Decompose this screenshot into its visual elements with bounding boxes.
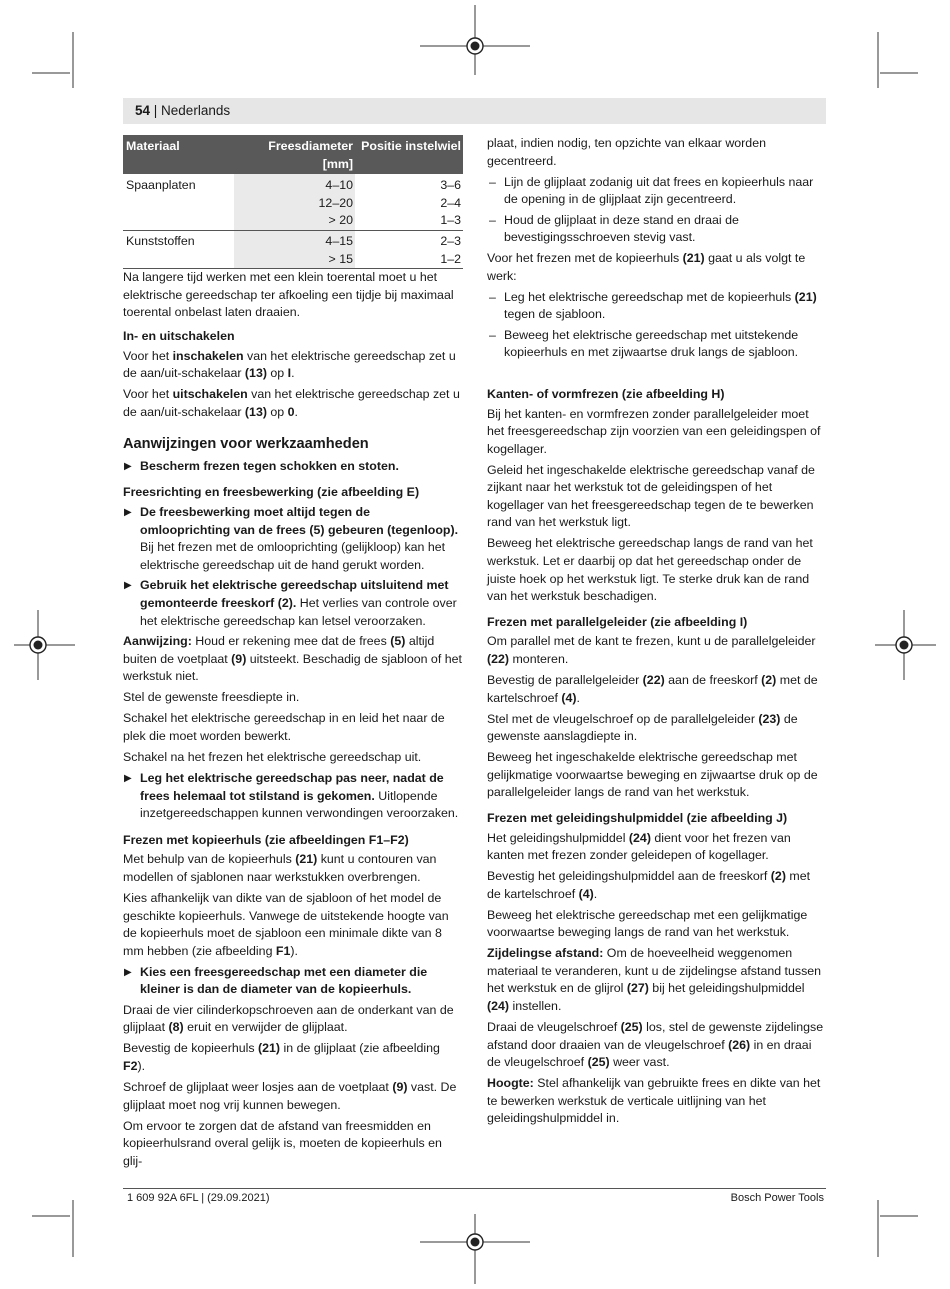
heading-edge-milling: Kanten- of vormfrezen (zie afbeelding H): [487, 386, 725, 401]
paragraph-copy-3: Draai de vier cilinderkopschroeven aan de onderkant van de glijplaat (8) eruit en verwijder de glijplaat.: [123, 1002, 454, 1035]
paragraph-guide: Schakel het elektrische gereedschap in en leid het naar de plek die moet worden bewerkt.: [123, 711, 445, 743]
position-value: 2–4: [440, 195, 461, 210]
right-column: [487, 135, 825, 1131]
heading-guide-aid: Frezen met geleidingshulpmiddel (zie afbeelding J): [487, 810, 788, 825]
paragraph-par-3: Stel met de vleugelschroef op de parallelgeleider (23) de gewenste aanslagdiepte in.: [487, 711, 798, 744]
left-column: [123, 135, 463, 1174]
paragraph-copy-5: Schroef de glijplaat weer losjes aan de voetplaat (9) vast. De glijplaat moet nog vrij kunnen bewegen.: [123, 1080, 457, 1112]
paragraph-edge-2: Geleid het ingeschakelde elektrische gereedschap vanaf de zijkant naar het werkstuk tot de geleidingspen of het kogellager van het freesgereedschap tegen de te bewerken rand van het werkstuk ligt.: [487, 462, 815, 530]
table-row: [123, 230, 463, 268]
registration-target-left: [30, 637, 46, 653]
table-cell-material: Kunststoffen: [123, 230, 234, 268]
table-header-row: [123, 135, 463, 174]
diameter-value: 12–20: [318, 195, 353, 210]
paragraph-aid-1: Het geleidingshulpmiddel (24) dient voor het frezen van kanten met frezen zonder geleidepen of kogellager.: [487, 830, 791, 863]
material-table: [123, 135, 463, 269]
position-value: 2–3: [440, 233, 461, 248]
bullet-protect: ▶ Bescherm frezen tegen schokken en stoten.: [123, 458, 463, 476]
page-header: [123, 98, 826, 124]
registration-target-top: [467, 38, 483, 54]
diameter-value: > 20: [328, 213, 353, 228]
table-cell-material: Spaanplaten: [123, 174, 234, 230]
table-header-cell: Positie instelwiel: [355, 135, 463, 174]
bullet-direction: ▶ De freesbewerking moet altijd tegen de omlooprichting van de frees (5) gebeuren (tegenloop). Bij het frezen met de omlooprichting (gelijkloop) kan het elektrische gereedschap uit de hand gerukt worden.: [124, 505, 459, 572]
paragraph-copy-4: Bevestig de kopieerhuls (21) in de glijplaat (zie afbeelding F2).: [123, 1041, 440, 1074]
registration-target-bottom: [467, 1234, 483, 1250]
position-value: 1–2: [440, 251, 461, 266]
diameter-value: 4–15: [325, 233, 353, 248]
diameter-value: > 15: [328, 251, 353, 266]
bullet-triangle-icon: ▶: [124, 580, 132, 592]
paragraph-edge-3: Beweeg het elektrische gereedschap langs de rand van het werkstuk. Let er daarbij op dat het gereedschap onder de juiste hoek op het werkstuk ligt. Te sterke druk kan de rand van het werkstuk beschadigen.: [487, 536, 813, 604]
bullet-lay-down: ▶ Leg het elektrische gereedschap pas neer, nadat de frees helemaal tot stilstand is gekomen. Uitlopende inzetgereedschappen kunnen verwondingen veroorzaken.: [124, 770, 459, 821]
paragraph-depth: Stel de gewenste freesdiepte in.: [123, 690, 300, 705]
footer-brand: Bosch Power Tools: [730, 1192, 824, 1204]
paragraph-aid-6: Hoogte: Stel afhankelijk van gebruikte frees en dikte van het te bewerken werkstuk de verticale uitlijning van het geleidingshulpmiddel in.: [487, 1076, 821, 1126]
paragraph-switch-off: Voor het uitschakelen van het elektrische gereedschap zet u de aan/uit-schakelaar (13) op 0.: [123, 387, 460, 419]
heading-direction: Freesrichting en freesbewerking (zie afbeelding E): [123, 485, 420, 500]
paragraph-switch-on: Voor het inschakelen van het elektrische gereedschap zet u de aan/uit-schakelaar (13) op I.: [123, 348, 456, 381]
heading-parallel-guide: Frezen met parallelgeleider (zie afbeelding I): [487, 614, 748, 629]
paragraph-copy-6: Om ervoor te zorgen dat de afstand van freesmidden en kopieerhulsrand overal gelijk is, moeten de kopieerhuls en glij-: [123, 1118, 442, 1168]
dash-marker: –: [489, 327, 496, 342]
position-value: 3–6: [440, 178, 461, 193]
paragraph-edge-1: Bij het kanten- en vormfrezen zonder parallelgeleider moet het freesgereedschap zijn voorzien van een geleidingspen of kogellager.: [487, 406, 821, 456]
dash-marker: –: [489, 289, 496, 304]
dash-item: – Beweeg het elektrische gereedschap met uitstekende kopieerhuls en met zijwaartse druk langs de sjabloon.: [489, 327, 799, 360]
bullet-triangle-icon: ▶: [124, 460, 132, 472]
paragraph-continued: plaat, indien nodig, ten opzichte van elkaar worden gecentreerd.: [487, 136, 766, 168]
table-cell-diameter: [234, 230, 355, 268]
paragraph-par-4: Beweeg het ingeschakelde elektrische gereedschap met gelijkmatige voorwaartse beweging en zijwaartse druk op de parallelgeleider langs de rand van het werkstuk.: [487, 750, 818, 800]
page-footer: [123, 1188, 826, 1204]
footer-doc-number: 1 609 92A 6FL | (29.09.2021): [127, 1192, 270, 1204]
paragraph-note: Aanwijzing: Houd er rekening mee dat de frees (5) altijd buiten de voetplaat (9) uitsteekt. Beschadig de sjabloon of het werkstuk niet.: [123, 634, 462, 684]
paragraph-cooling: Na langere tijd werken met een klein toerental moet u het elektrische gereedschap ter afkoeling een tijdje bij maximaal toerental onbelast laten draaien.: [123, 270, 454, 320]
header-language: Nederlands: [161, 103, 231, 118]
table-cell-position: [355, 174, 463, 230]
paragraph-copy-1: Met behulp van de kopieerhuls (21) kunt u contouren van modellen of sjablonen naar werkstukken overbrengen.: [123, 852, 437, 884]
bullet-choose-cutter: ▶ Kies een freesgereedschap met een diameter die kleiner is dan de diameter van de kopieerhuls.: [124, 964, 428, 997]
table-cell-position: [355, 230, 463, 268]
paragraph-par-2: Bevestig de parallelgeleider (22) aan de freeskorf (2) met de kartelschroef (4).: [487, 672, 818, 705]
table-header-cell: Freesdiameter [mm]: [234, 135, 355, 174]
bullet-freeskorf: ▶ Gebruik het elektrische gereedschap uitsluitend met gemonteerde freeskorf (2). Het verlies van controle over het elektrische gereedschap kan letsel veroorzaken.: [124, 578, 457, 628]
heading-copy-sleeve: Frezen met kopieerhuls (zie afbeeldingen F1–F2): [123, 832, 409, 847]
header-separator: |: [150, 103, 162, 118]
table-cell-diameter: [234, 174, 355, 230]
paragraph-aid-5: Draai de vleugelschroef (25) los, stel de gewenste zijdelingse afstand door draaien van de vleugelschroef (26) in en draai de vleugelschroef (25) weer vast.: [487, 1020, 824, 1070]
table-header-cell: Materiaal: [123, 135, 234, 174]
bullet-triangle-icon: ▶: [124, 507, 132, 519]
paragraph-aid-2: Bevestig het geleidingshulpmiddel aan de freeskorf (2) met de kartelschroef (4).: [487, 869, 811, 901]
paragraph-par-1: Om parallel met de kant te frezen, kunt u de parallelgeleider (22) monteren.: [487, 634, 816, 666]
page-header-text: [135, 103, 230, 118]
paragraph-switch-off-after: Schakel na het frezen het elektrische gereedschap uit.: [123, 749, 422, 764]
paragraph-copy-use: Voor het frezen met de kopieerhuls (21) gaat u als volgt te werk:: [487, 250, 806, 283]
dash-item: – Lijn de glijplaat zodanig uit dat frees en kopieerhuls naar de opening in de glijplaat zijn gecentreerd.: [489, 174, 814, 207]
dash-marker: –: [489, 212, 496, 227]
dash-item: – Houd de glijplaat in deze stand en draai de bevestigingsschroeven stevig vast.: [489, 212, 739, 245]
paragraph-aid-3: Beweeg het elektrische gereedschap met een gelijkmatige voorwaartse beweging langs de rand van het werkstuk.: [487, 907, 808, 940]
page-number: 54: [135, 103, 151, 118]
diameter-value: 4–10: [325, 178, 353, 193]
heading-switch: In- en uitschakelen: [123, 328, 235, 343]
heading-work-instructions: Aanwijzingen voor werkzaamheden: [123, 436, 369, 453]
table-row: [123, 174, 463, 230]
bullet-triangle-icon: ▶: [124, 966, 132, 978]
dash-marker: –: [489, 174, 496, 189]
position-value: 1–3: [440, 213, 461, 228]
bullet-triangle-icon: ▶: [124, 772, 132, 784]
dash-item: – Leg het elektrische gereedschap met de kopieerhuls (21) tegen de sjabloon.: [489, 289, 817, 322]
registration-target-right: [896, 637, 912, 653]
paragraph-aid-4: Zijdelingse afstand: Om de hoeveelheid weggenomen materiaal te veranderen, kunt u de zijdelingse afstand tussen het werkstuk en de glijrol (27) bij het geleidingshulpmiddel (24) instellen.: [487, 946, 822, 1014]
paragraph-copy-2: Kies afhankelijk van dikte van de sjabloon of het model de geschikte kopieerhuls. Vanwege de uitstekende hoogte van de kopieerhuls moet de sjabloon een minimale dikte van 8 mm hebben (zie afbeelding F1).: [123, 890, 449, 958]
